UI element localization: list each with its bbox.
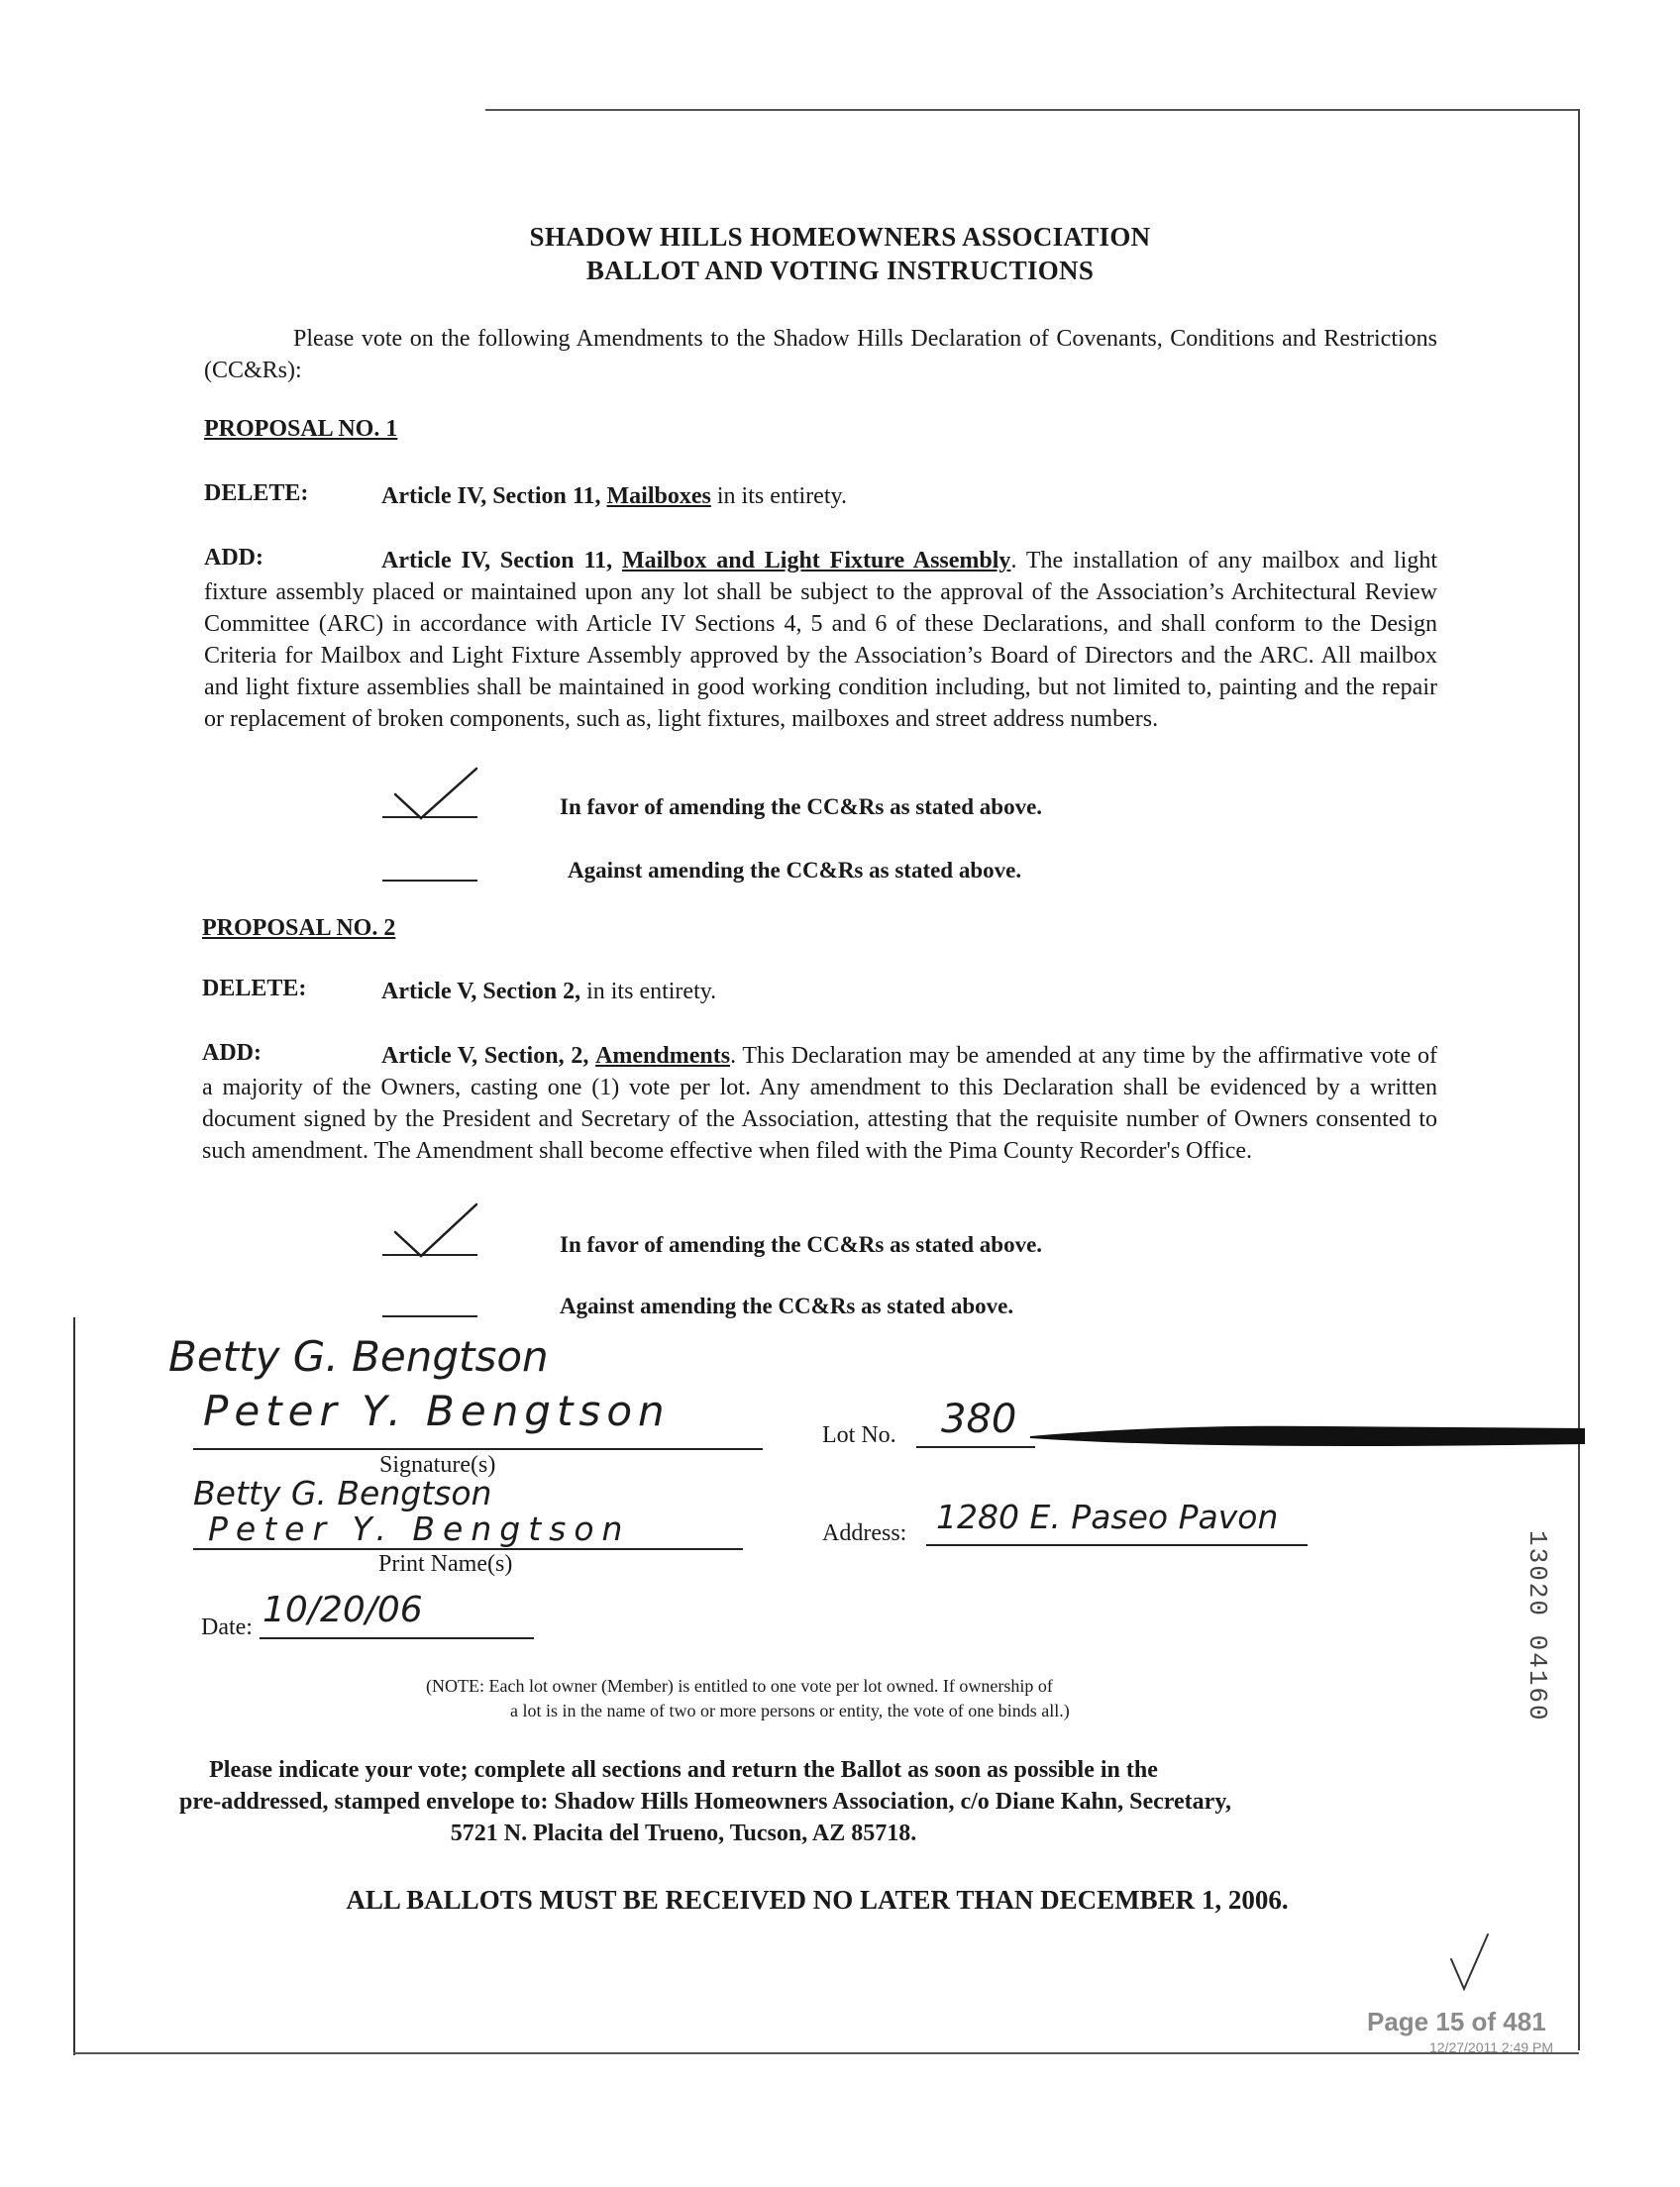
p1-delete-suffix: in its entirety. [716, 483, 847, 509]
p2-add-body: . This Declaration may be amended at any time by the affirmative vote of a majority of the Owners, casting one (1) vote per lot. Any amendment to this Declaration shall be evidenced by a written document signed by the President and Secretary of the Association, attesting that the requisite number of Owners consented to such amendment. The Amendment shall become effective when filed with the Pima County Recorder's Office. [202, 1043, 1437, 1164]
print-name-label: Print Name(s) [378, 1551, 513, 1577]
review-checkmark-icon [1448, 1931, 1492, 1993]
address-label: Address: [822, 1520, 907, 1546]
print-name-2: Peter Y. Bengtson [208, 1510, 631, 1548]
signature-label: Signature(s) [379, 1452, 496, 1478]
stamp-number: 13020 04160 [1522, 1530, 1552, 1722]
redaction-mark [1030, 1414, 1585, 1454]
p1-delete-prefix: Article IV, Section 11, [381, 483, 601, 509]
address-line[interactable] [926, 1544, 1308, 1546]
page-number: Page 15 of 481 [1367, 2007, 1546, 2036]
p2-against-text: Against amending the CC&Rs as stated above. [560, 1294, 1014, 1318]
proposal-1-add-label: ADD: [204, 545, 263, 571]
intro-text: Please vote on the following Amendments to the Shadow Hills Declaration of Covenants, Conditions and Restrictions (CC&Rs): [204, 326, 1437, 383]
p1-checkmark-icon [391, 765, 480, 824]
date-value: 10/20/06 [262, 1590, 423, 1630]
proposal-2-add-text [202, 1040, 1437, 1167]
p2-delete-prefix: Article V, Section 2, [381, 979, 581, 1004]
instructions-line-3: 5721 N. Placita del Trueno, Tucson, AZ 85718. [450, 1821, 917, 1846]
scan-frame-left [73, 1317, 75, 2055]
signature-1: Betty G. Bengtson [168, 1332, 549, 1381]
print-name-1: Betty G. Bengtson [193, 1474, 492, 1512]
address-value: 1280 E. Paseo Pavon [936, 1498, 1279, 1536]
instructions-line-1: Please indicate your vote; complete all sections and return the Ballot as soon as possible in the [209, 1757, 1158, 1783]
lot-label: Lot No. [822, 1422, 896, 1448]
title-line-2: BALLOT AND VOTING INSTRUCTIONS [585, 256, 1095, 285]
lot-line[interactable] [916, 1446, 1035, 1448]
p1-add-body: . The installation of any mailbox and light fixture assembly placed or maintained upon any lot shall be subject to the approval of the Association’s Architectural Review Committee (ARC) in accordance with Article IV Sections 4, 5 and 6 of these Declarations, and shall conform to the Design Criteria for Mailbox and Light Fixture Assembly approved by the Association’s Board of Directors and the ARC. All mailbox and light fixture assemblies shall be maintained in good working condition including, but not limited to, painting and the repair or replacement of broken components, such as, light fixtures, mailboxes and street address numbers. [204, 548, 1438, 732]
proposal-1-delete-label: DELETE: [204, 480, 309, 506]
instructions-line-2: pre-addressed, stamped envelope to: Shadow Hills Homeowners Association, c/o Diane Kahn, Secretary, [179, 1789, 1231, 1815]
title-line-1: SHADOW HILLS HOMEOWNERS ASSOCIATION [529, 222, 1151, 252]
p2-in-favor-text: In favor of amending the CC&Rs as stated above. [560, 1232, 1043, 1257]
proposal-2-heading: PROPOSAL NO. 2 [202, 915, 396, 941]
proposal-2-add-label: ADD: [202, 1040, 262, 1066]
proposal-2-delete-text [381, 976, 716, 1007]
p1-against-line[interactable] [382, 880, 477, 882]
scan-frame-right [1578, 109, 1580, 2050]
signature-2: Peter Y. Bengtson [203, 1387, 671, 1435]
p2-add-title: Amendments [595, 1043, 731, 1069]
scan-frame-bottom [73, 2052, 1579, 2054]
p1-add-title: Mailbox and Light Fixture Assembly [622, 548, 1011, 573]
print-timestamp: 12/27/2011 2:49 PM [1429, 2039, 1554, 2055]
lot-value: 380 [941, 1397, 1017, 1442]
p1-delete-title: Mailboxes [606, 483, 711, 509]
p1-add-prefix: Article IV, Section 11, [381, 548, 613, 573]
p2-against-line[interactable] [382, 1315, 477, 1317]
p2-checkmark-icon [391, 1200, 480, 1262]
proposal-1-add-text [204, 545, 1437, 735]
proposal-1-heading: PROPOSAL NO. 1 [204, 416, 398, 442]
note-line-1: (NOTE: Each lot owner (Member) is entitled to one vote per lot owned. If ownership of [426, 1676, 1053, 1696]
p2-delete-suffix: in its entirety. [586, 979, 717, 1004]
proposal-2-delete-label: DELETE: [202, 976, 307, 1001]
deadline-notice: ALL BALLOTS MUST BE RECEIVED NO LATER THAN DECEMBER 1, 2006. [346, 1885, 1289, 1915]
scan-frame-top [485, 109, 1579, 111]
date-label: Date: [201, 1614, 253, 1640]
date-line[interactable] [260, 1637, 534, 1639]
p2-add-prefix: Article V, Section, 2, [381, 1043, 589, 1069]
note-line-2: a lot is in the name of two or more persons or entity, the vote of one binds all.) [510, 1701, 1070, 1720]
p1-in-favor-text: In favor of amending the CC&Rs as stated above. [560, 794, 1043, 819]
proposal-1-delete-text [381, 480, 847, 512]
p1-against-text: Against amending the CC&Rs as stated above. [568, 858, 1022, 883]
